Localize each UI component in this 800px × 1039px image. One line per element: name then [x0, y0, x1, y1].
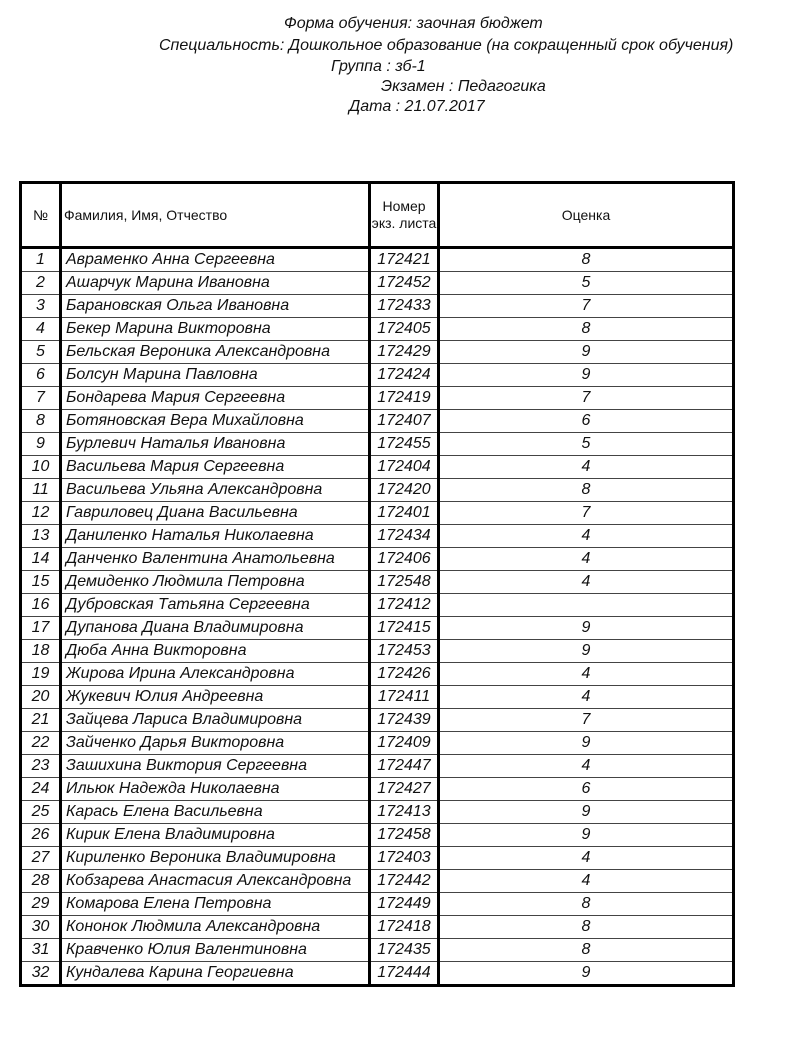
row-number: 10: [21, 456, 61, 479]
exam-sheet-number: 172404: [370, 456, 439, 479]
grade: 6: [439, 778, 734, 801]
row-number: 12: [21, 502, 61, 525]
row-number: 21: [21, 709, 61, 732]
table-row: [21, 272, 734, 295]
row-number: 31: [21, 939, 61, 962]
grade: 9: [439, 617, 734, 640]
row-number: 28: [21, 870, 61, 893]
student-name: Кравченко Юлия Валентиновна: [61, 939, 370, 962]
exam-sheet-number: 172433: [370, 295, 439, 318]
student-name: Дюба Анна Викторовна: [61, 640, 370, 663]
student-name: Бельская Вероника Александровна: [61, 341, 370, 364]
grade: 7: [439, 295, 734, 318]
student-name: Бекер Марина Викторовна: [61, 318, 370, 341]
row-number: 6: [21, 364, 61, 387]
grade: 7: [439, 502, 734, 525]
row-number: 15: [21, 571, 61, 594]
student-name: Гавриловец Диана Васильевна: [61, 502, 370, 525]
exam-sheet-number: 172442: [370, 870, 439, 893]
grade: 8: [439, 939, 734, 962]
student-name: Ильюк Надежда Николаевна: [61, 778, 370, 801]
grade: 7: [439, 709, 734, 732]
table-row: [21, 709, 734, 732]
exam-sheet-number: 172444: [370, 962, 439, 986]
exam-sheet-number: 172421: [370, 248, 439, 272]
student-name: Кундалева Карина Георгиевна: [61, 962, 370, 986]
table-row: [21, 801, 734, 824]
row-number: 27: [21, 847, 61, 870]
column-header-sheet-line2: экз. листа: [371, 215, 437, 231]
student-name: Кирик Елена Владимировна: [61, 824, 370, 847]
row-number: 13: [21, 525, 61, 548]
row-number: 8: [21, 410, 61, 433]
row-number: 23: [21, 755, 61, 778]
student-name: Зайцева Лариса Владимировна: [61, 709, 370, 732]
grade: 8: [439, 893, 734, 916]
column-header-sheet: [370, 183, 439, 248]
table-row: [21, 594, 734, 617]
table-row: [21, 939, 734, 962]
grade: 9: [439, 962, 734, 986]
exam-sheet-number: 172427: [370, 778, 439, 801]
row-number: 20: [21, 686, 61, 709]
table-row: [21, 640, 734, 663]
exam-sheet-number: 172420: [370, 479, 439, 502]
column-header-grade: Оценка: [439, 183, 734, 248]
grade: 7: [439, 387, 734, 410]
student-name: Данченко Валентина Анатольевна: [61, 548, 370, 571]
row-number: 11: [21, 479, 61, 502]
exam-sheet-number: 172458: [370, 824, 439, 847]
row-number: 1: [21, 248, 61, 272]
table-row: [21, 732, 734, 755]
student-name: Кириленко Вероника Владимировна: [61, 847, 370, 870]
row-number: 32: [21, 962, 61, 986]
exam-sheet-number: 172453: [370, 640, 439, 663]
student-name: Комарова Елена Петровна: [61, 893, 370, 916]
study-form: Форма обучения: заочная бюджет: [284, 15, 543, 32]
table-row: [21, 686, 734, 709]
table-row: [21, 456, 734, 479]
table-row: [21, 847, 734, 870]
exam-sheet-number: 172455: [370, 433, 439, 456]
row-number: 26: [21, 824, 61, 847]
table-row: [21, 962, 734, 986]
student-name: Авраменко Анна Сергеевна: [61, 248, 370, 272]
specialty: Специальность: Дошкольное образование (на сокращенный срок обучения): [159, 37, 734, 54]
table-row: [21, 479, 734, 502]
exam-sheet-number: 172548: [370, 571, 439, 594]
student-name: Дубровская Татьяна Сергеевна: [61, 594, 370, 617]
row-number: 9: [21, 433, 61, 456]
column-header-num: №: [21, 183, 61, 248]
table-row: [21, 870, 734, 893]
table-row: [21, 433, 734, 456]
row-number: 5: [21, 341, 61, 364]
exam-sheet-number: 172435: [370, 939, 439, 962]
grade: 9: [439, 824, 734, 847]
table-row: [21, 755, 734, 778]
exam-sheet-number: 172429: [370, 341, 439, 364]
table-row: [21, 893, 734, 916]
row-number: 22: [21, 732, 61, 755]
table-row: [21, 410, 734, 433]
grade: 4: [439, 571, 734, 594]
student-name: Кононок Людмила Александровна: [61, 916, 370, 939]
table-row: [21, 387, 734, 410]
table-row: [21, 341, 734, 364]
table-row: [21, 525, 734, 548]
student-name: Болсун Марина Павловна: [61, 364, 370, 387]
student-name: Зашихина Виктория Сергеевна: [61, 755, 370, 778]
table-row: [21, 571, 734, 594]
student-name: Дупанова Диана Владимировна: [61, 617, 370, 640]
student-name: Барановская Ольга Ивановна: [61, 295, 370, 318]
grade: 4: [439, 686, 734, 709]
student-name: Демиденко Людмила Петровна: [61, 571, 370, 594]
row-number: 17: [21, 617, 61, 640]
group: Группа : зб-1: [331, 58, 426, 75]
exam-sheet-number: 172434: [370, 525, 439, 548]
row-number: 14: [21, 548, 61, 571]
exam-sheet-number: 172426: [370, 663, 439, 686]
exam-sheet-number: 172405: [370, 318, 439, 341]
exam-sheet-number: 172412: [370, 594, 439, 617]
exam-sheet-number: 172439: [370, 709, 439, 732]
row-number: 25: [21, 801, 61, 824]
row-number: 2: [21, 272, 61, 295]
table-row: [21, 548, 734, 571]
grade: 9: [439, 732, 734, 755]
table-row: [21, 663, 734, 686]
grade: 9: [439, 341, 734, 364]
table-row: [21, 617, 734, 640]
student-name: Васильева Ульяна Александровна: [61, 479, 370, 502]
row-number: 3: [21, 295, 61, 318]
grade: 4: [439, 755, 734, 778]
grade: 4: [439, 663, 734, 686]
student-name: Жирова Ирина Александровна: [61, 663, 370, 686]
exam-sheet-number: 172452: [370, 272, 439, 295]
student-name: Жукевич Юлия Андреевна: [61, 686, 370, 709]
table-row: [21, 295, 734, 318]
table-row: [21, 778, 734, 801]
grade: [439, 594, 734, 617]
exam-sheet-number: 172415: [370, 617, 439, 640]
student-name: Карась Елена Васильевна: [61, 801, 370, 824]
exam-sheet-number: 172407: [370, 410, 439, 433]
grade: 8: [439, 479, 734, 502]
grade: 4: [439, 870, 734, 893]
table-row: [21, 502, 734, 525]
row-number: 29: [21, 893, 61, 916]
row-number: 16: [21, 594, 61, 617]
grade: 4: [439, 847, 734, 870]
exam: Экзамен : Педагогика: [381, 78, 546, 95]
grade: 8: [439, 248, 734, 272]
column-header-sheet-line1: Номер: [382, 198, 426, 214]
grade: 6: [439, 410, 734, 433]
exam-sheet-number: 172447: [370, 755, 439, 778]
exam-sheet-number: 172419: [370, 387, 439, 410]
student-name: Васильева Мария Сергеевна: [61, 456, 370, 479]
row-number: 4: [21, 318, 61, 341]
grade: 4: [439, 525, 734, 548]
grades-table: [19, 181, 735, 987]
student-name: Бондарева Мария Сергеевна: [61, 387, 370, 410]
grade: 5: [439, 433, 734, 456]
exam-sheet-number: 172409: [370, 732, 439, 755]
grade: 9: [439, 364, 734, 387]
student-name: Даниленко Наталья Николаевна: [61, 525, 370, 548]
student-name: Ашарчук Марина Ивановна: [61, 272, 370, 295]
exam-sheet-number: 172449: [370, 893, 439, 916]
exam-sheet-number: 172403: [370, 847, 439, 870]
exam-sheet-number: 172424: [370, 364, 439, 387]
grade: 9: [439, 640, 734, 663]
table-row: [21, 824, 734, 847]
student-name: Ботяновская Вера Михайловна: [61, 410, 370, 433]
exam-sheet-number: 172401: [370, 502, 439, 525]
row-number: 19: [21, 663, 61, 686]
student-name: Бурлевич Наталья Ивановна: [61, 433, 370, 456]
row-number: 18: [21, 640, 61, 663]
exam-date: Дата : 21.07.2017: [349, 98, 485, 115]
row-number: 30: [21, 916, 61, 939]
grade: 4: [439, 548, 734, 571]
table-row: [21, 318, 734, 341]
exam-sheet-number: 172418: [370, 916, 439, 939]
grade: 8: [439, 318, 734, 341]
exam-sheet-number: 172413: [370, 801, 439, 824]
student-name: Зайченко Дарья Викторовна: [61, 732, 370, 755]
table-row: [21, 916, 734, 939]
grade: 4: [439, 456, 734, 479]
grade: 9: [439, 801, 734, 824]
grade: 5: [439, 272, 734, 295]
table-header-row: [21, 183, 734, 248]
row-number: 7: [21, 387, 61, 410]
exam-sheet-number: 172406: [370, 548, 439, 571]
exam-sheet-number: 172411: [370, 686, 439, 709]
row-number: 24: [21, 778, 61, 801]
table-row: [21, 248, 734, 272]
student-name: Кобзарева Анастасия Александровна: [61, 870, 370, 893]
table-row: [21, 364, 734, 387]
column-header-name: Фамилия, Имя, Отчество: [61, 183, 370, 248]
grade: 8: [439, 916, 734, 939]
